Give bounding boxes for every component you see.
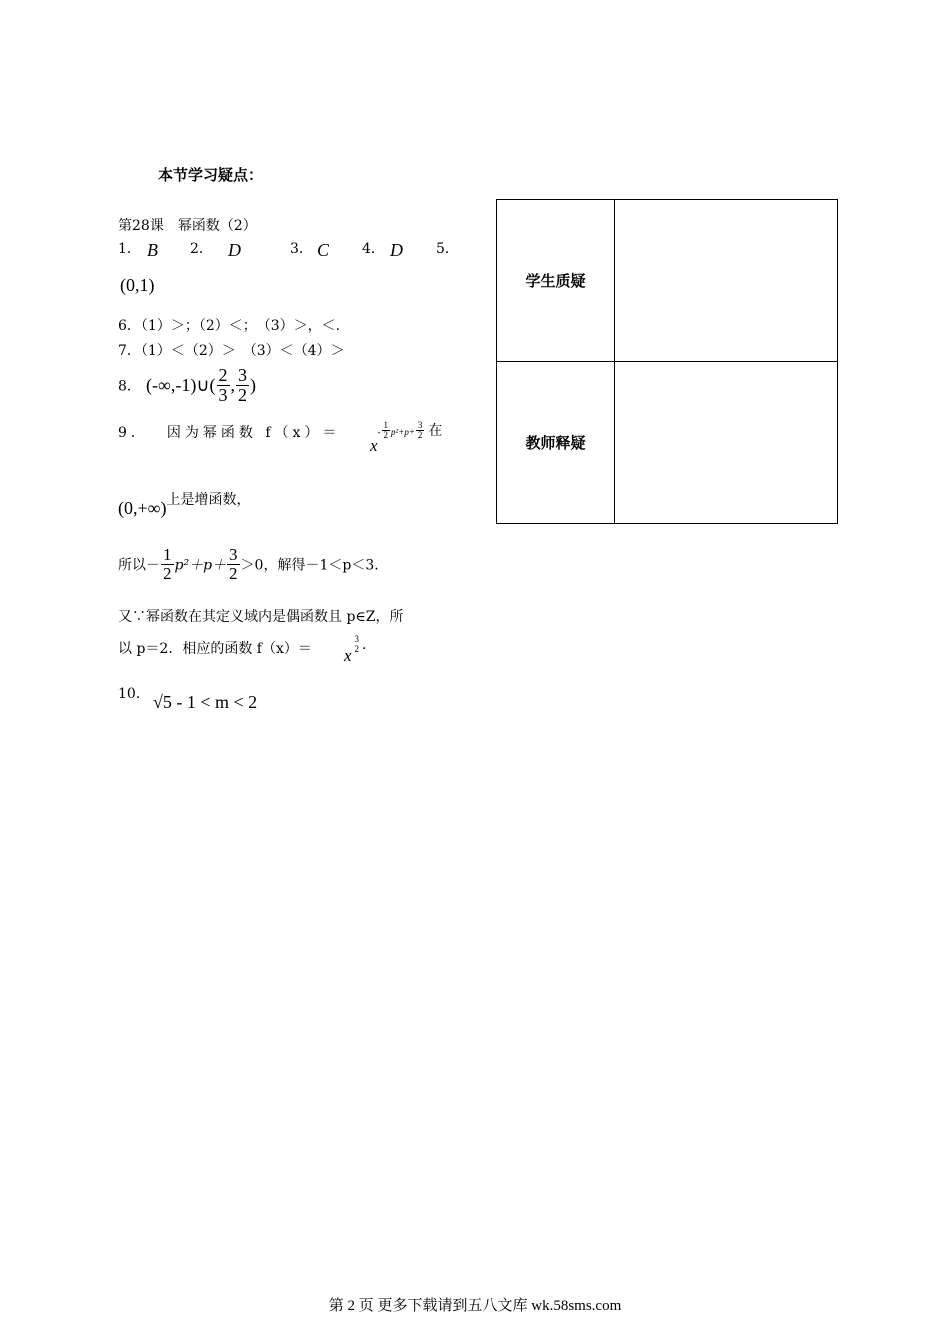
answer-5-number: 5． (436, 241, 459, 257)
so-fraction-1 (161, 546, 174, 583)
answer-5-value: (0,1) (120, 275, 155, 295)
so-fraction-2 (227, 546, 240, 583)
answer-10-number: 10． (118, 686, 150, 702)
student-question-cell[interactable] (615, 200, 838, 362)
also-exp-frac (353, 635, 362, 654)
answer-9-interval-line (118, 488, 251, 518)
teacher-answer-cell[interactable] (615, 362, 838, 524)
answer-9-exp-frac-1 (382, 421, 391, 441)
answer-6 (118, 315, 340, 335)
answer-4-number: 4． (362, 241, 385, 257)
answer-9-exp-f2-num: 3 (417, 419, 423, 430)
answer-4-value: D (390, 240, 403, 260)
student-question-label: 学生质疑 (497, 200, 615, 362)
answer-9-body: 因为幂函数 f（x）＝ (166, 425, 341, 441)
answer-9-number: 9． (118, 425, 149, 441)
answer-2-value: D (228, 240, 241, 260)
answer-9-also-line-2 (118, 638, 312, 658)
so-prefix: 所以－ (118, 557, 160, 574)
table-row (497, 362, 838, 524)
answer-1-value: B (147, 240, 158, 260)
answer-9-exp-frac-2 (416, 421, 425, 441)
so-mid: p²＋p＋ (174, 557, 227, 574)
answer-9-interval-after: 上是增函数， (166, 492, 251, 508)
also-base: x (344, 646, 352, 665)
answer-8-f2-num: 3 (238, 365, 247, 385)
answer-3-number: 3． (290, 241, 313, 257)
question-table (496, 199, 838, 524)
answer-9-so-line (118, 546, 379, 583)
answer-3-value: C (317, 240, 330, 260)
answer-9-exp-f1-num: 1 (383, 419, 389, 430)
so-f2-den: 2 (229, 563, 238, 583)
also-end: . (362, 637, 367, 653)
answer-8-f1-den: 3 (218, 384, 228, 405)
answer-9-exp-mid: p²+p+ (391, 427, 415, 437)
answer-8-fraction-2 (236, 366, 249, 405)
answer-1-number: 1． (118, 241, 141, 257)
answer-2-number: 2． (190, 241, 213, 257)
answer-8-f2-den: 2 (238, 384, 247, 405)
so-f2-num: 3 (229, 545, 238, 564)
also-exp-den: 2 (354, 643, 360, 654)
also-text2: 以 p＝2．相应的函数 f（x）＝ (118, 641, 312, 657)
answer-9-power (370, 419, 443, 455)
answer-7-number: 7． (118, 343, 141, 359)
so-f1-den: 2 (163, 563, 172, 583)
section-heading: 本节学习疑点： (158, 166, 264, 184)
answer-7-text: （1）＜（2）＞ （3）＜（4）＞ (140, 343, 345, 359)
answer-6-text: （1）＞；（2）＜； （3）＞，＜. (140, 318, 341, 334)
answer-9-exp-f1-den: 2 (383, 430, 389, 440)
also-exp-num: 3 (354, 634, 360, 645)
answer-6-number: 6． (118, 318, 141, 334)
also-power (344, 634, 367, 665)
answer-9-also-line-1: 又∵幂函数在其定义域内是偶函数且 p∈Z，所 (118, 609, 404, 625)
answer-8 (118, 366, 256, 405)
answer-9-after: 在 (428, 423, 443, 439)
answer-9-base: x (370, 436, 378, 455)
answer-8-comma: , (230, 374, 235, 395)
lesson-title: 第28课 幂函数（2） (118, 218, 257, 234)
answer-8-expr-left: (-∞,-1)∪( (146, 374, 216, 395)
page-footer: 第 2 页 更多下载请到五八文库 wk.58sms.com (328, 1298, 622, 1314)
answer-9-exp-sign: - (377, 427, 381, 437)
answer-9-text (118, 422, 340, 442)
so-f1-num: 1 (163, 545, 172, 564)
answer-8-number: 8． (118, 378, 141, 395)
table-row (497, 200, 838, 362)
teacher-answer-label: 教师释疑 (497, 362, 615, 524)
answer-7 (118, 340, 345, 360)
answer-8-f1-num: 2 (218, 365, 228, 385)
answer-8-fraction-1 (217, 366, 230, 405)
answer-9-exp-f2-den: 2 (417, 430, 423, 440)
answer-10-expr: √5 - 1 < m < 2 (153, 692, 258, 712)
answer-9-interval: (0,+∞) (118, 498, 167, 518)
answer-8-close: ) (250, 374, 256, 395)
so-suffix: ＞0，解得－1＜p＜3. (240, 557, 379, 574)
